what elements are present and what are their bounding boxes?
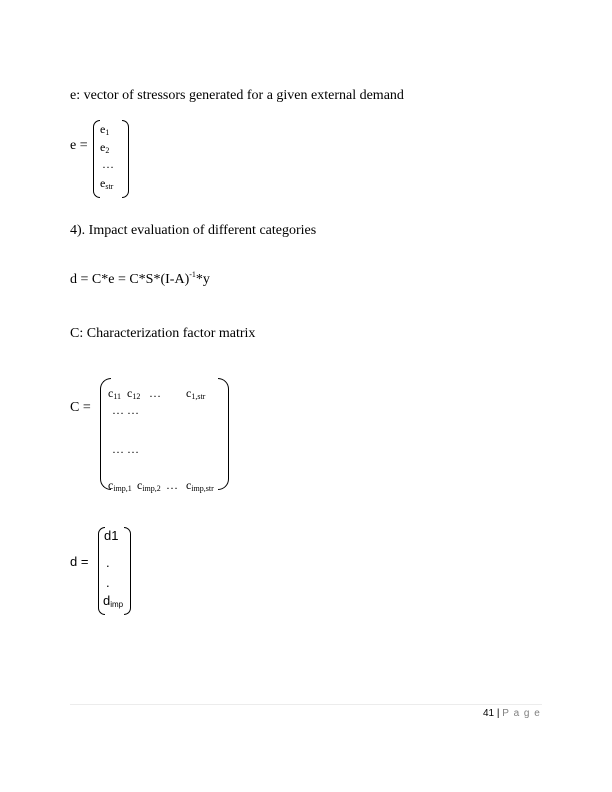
- d-lhs: d =: [70, 554, 89, 569]
- d-row-3: .: [106, 575, 110, 590]
- e-row-2: $e_2$: [100, 140, 110, 155]
- cimp2-entry: $c_{imp,2}$: [137, 478, 161, 493]
- page-number: 41: [483, 708, 495, 719]
- d-right-bracket: [124, 527, 131, 615]
- c12-entry: $c_{12}$: [127, 386, 141, 401]
- footer-divider: [70, 704, 542, 705]
- char-matrix-heading: C: Characterization factor matrix: [70, 326, 256, 341]
- d-row-1: d1: [104, 528, 119, 543]
- e-left-bracket: [93, 120, 100, 198]
- page-footer: [483, 708, 541, 719]
- c-lhs: C =: [70, 400, 91, 415]
- d-row-4: $d_{imp}$: [103, 593, 124, 609]
- e-row-1: $e_1$: [100, 122, 110, 137]
- e-right-bracket: [122, 120, 129, 198]
- stressors-heading: e: vector of stressors generated for a given external demand: [70, 88, 404, 103]
- c-row3-dots: … …: [112, 442, 139, 456]
- c-row1-dots: …: [149, 386, 161, 400]
- page-separator: |: [496, 708, 500, 719]
- c-last-dots: …: [166, 478, 178, 492]
- impact-equation: $d = C*e = C*S*(I-A)^{-1}*y$: [70, 270, 210, 287]
- impact-heading: 4). Impact evaluation of different categories: [70, 223, 317, 238]
- e-row-3: …: [102, 157, 114, 171]
- page-label: P a g e: [502, 708, 541, 719]
- cimp1-entry: $c_{imp,1}$: [108, 478, 132, 493]
- c-row2-dots: … …: [112, 403, 139, 417]
- e-lhs: e =: [70, 138, 88, 153]
- e-row-4: $e_{str}$: [100, 176, 114, 191]
- c11-entry: $c_{11}$: [108, 386, 122, 401]
- c-right-bracket: [218, 378, 229, 490]
- d-row-2: .: [106, 555, 110, 570]
- cimpstr-entry: $c_{imp,str}$: [186, 478, 214, 493]
- c1str-entry: $c_{1,str}$: [186, 386, 206, 401]
